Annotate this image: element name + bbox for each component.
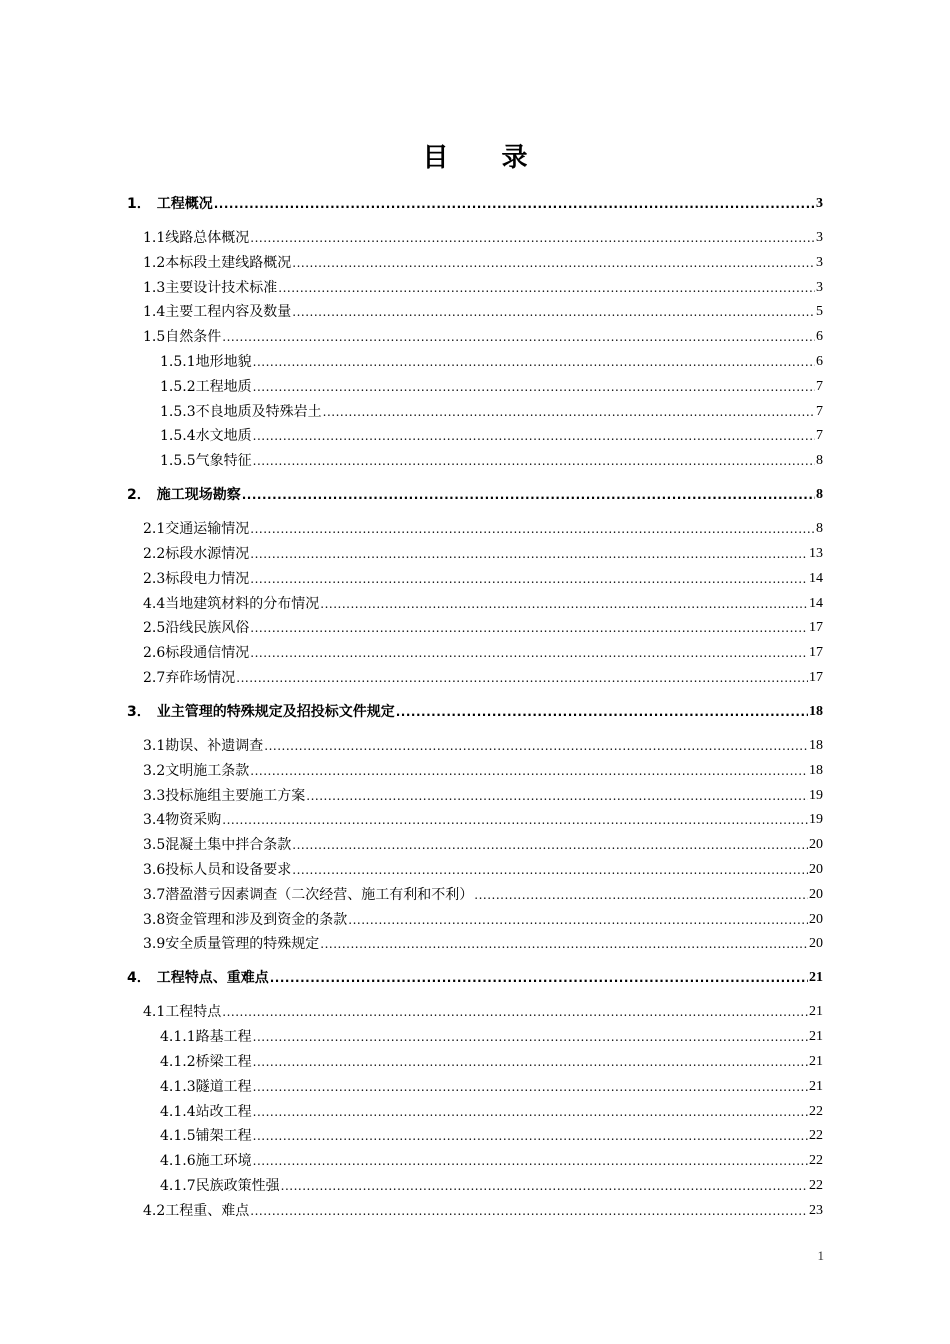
toc-entry[interactable]: [160, 1126, 823, 1146]
toc-entry-number: 4.1.5: [160, 1128, 196, 1145]
toc-entry-label: 沿线民族风俗: [165, 620, 250, 637]
toc-leader-dots: [250, 228, 815, 248]
toc-entry[interactable]: [143, 668, 823, 688]
toc-leader-dots: [278, 278, 815, 298]
toc-leader-dots: [253, 1102, 808, 1122]
toc-entry-number: 3.1: [143, 738, 166, 754]
toc-entry[interactable]: [160, 1151, 823, 1171]
toc-entry-page: 21: [809, 1054, 823, 1069]
toc-entry-label: 施工现场勘察: [156, 487, 241, 504]
toc-entry-number: 2．: [127, 487, 151, 504]
toc-entry-number: 1.5.3: [160, 403, 196, 420]
toc-entry-page: 20: [809, 837, 823, 853]
toc-entry-label: 隧道工程: [195, 1078, 252, 1095]
toc-entry-label: 投标施组主要施工方案: [165, 787, 306, 804]
toc-entry-page: 20: [809, 911, 823, 927]
toc-entry-number: 4.1.3: [160, 1078, 196, 1095]
toc-entry-page: 20: [809, 886, 823, 902]
toc-entry-page: 19: [809, 787, 823, 803]
toc-entry-label: 工程重、难点: [165, 1202, 250, 1219]
toc-entry-number: 1.5.1: [160, 354, 196, 370]
toc-title: 目 录: [422, 143, 550, 173]
toc-entry-number: 4.1.7: [160, 1178, 196, 1194]
toc-leader-dots: [222, 327, 815, 347]
toc-entry[interactable]: [143, 761, 823, 781]
toc-entry[interactable]: [160, 1176, 823, 1196]
toc-entry-page: 3: [816, 196, 823, 211]
toc-entry-page: 17: [809, 620, 823, 636]
toc-entry[interactable]: [127, 968, 823, 988]
toc-entry-label: 本标段土建线路概况: [165, 254, 292, 271]
toc-leader-dots: [253, 1126, 808, 1146]
toc-entry-number: 1.3: [143, 279, 166, 296]
toc-entry-number: 3.8: [143, 911, 166, 928]
toc-leader-dots: [214, 194, 815, 214]
toc-entry-label: 工程地质: [195, 378, 252, 395]
toc-entry-label: 勘误、补遗调查: [165, 738, 264, 754]
toc-entry-label: 民族政策性强: [195, 1178, 280, 1194]
toc-entry[interactable]: [143, 302, 823, 322]
toc-leader-dots: [396, 702, 808, 722]
toc-entry-number: 2.3: [143, 570, 166, 587]
toc-leader-dots: [253, 352, 815, 372]
toc-entry[interactable]: [160, 352, 823, 372]
toc-entry-label: 自然条件: [165, 329, 222, 346]
toc-entry-label: 工程特点、重难点: [156, 970, 269, 987]
toc-entry-label: 工程概况: [156, 196, 213, 212]
toc-leader-dots: [253, 451, 815, 471]
toc-entry[interactable]: [160, 1077, 823, 1097]
toc-entry-page: 14: [809, 570, 823, 586]
toc-leader-dots: [250, 544, 808, 564]
toc-entry-page: 20: [809, 862, 823, 877]
toc-entry-label: 不良地质及特殊岩土: [195, 403, 322, 420]
toc-entry-number: 3.4: [143, 812, 166, 829]
toc-entry[interactable]: [143, 643, 823, 663]
toc-leader-dots: [236, 668, 808, 688]
toc-entry-label: 标段电力情况: [165, 570, 250, 587]
toc-entry-number: 2.6: [143, 645, 166, 662]
toc-entry-label: 文明施工条款: [165, 762, 250, 779]
toc-entry-label: 水文地质: [195, 428, 252, 445]
toc-entry[interactable]: [143, 885, 823, 905]
toc-entry-page: 14: [809, 595, 823, 611]
toc-entry-number: 4.1.4: [160, 1103, 196, 1120]
toc-entry-number: 1.4: [143, 304, 166, 321]
toc-entry-number: 3.5: [143, 837, 166, 854]
toc-leader-dots: [320, 934, 808, 954]
toc-entry-page: 7: [816, 403, 823, 419]
toc-leader-dots: [348, 910, 808, 930]
toc-entry[interactable]: [143, 835, 823, 855]
toc-entry[interactable]: [143, 569, 823, 589]
toc-entry-page: 6: [816, 354, 823, 369]
toc-entry[interactable]: [160, 377, 823, 397]
toc-entry-page: 3: [816, 279, 823, 295]
toc-entry-label: 弃砟场情况: [165, 670, 236, 686]
toc-entry[interactable]: [143, 1002, 823, 1022]
toc-entry[interactable]: [143, 736, 823, 756]
toc-entry-page: 21: [809, 1078, 823, 1094]
toc-entry-number: 1.2: [143, 254, 166, 271]
toc-entry-number: 4.4: [143, 595, 166, 612]
toc-leader-dots: [250, 761, 808, 781]
toc-entry-label: 站改工程: [195, 1103, 252, 1120]
page-number: 1: [817, 1248, 824, 1263]
toc-entry-label: 交通运输情况: [165, 521, 250, 538]
toc-leader-dots: [264, 736, 808, 756]
toc-entry-page: 8: [816, 453, 823, 469]
toc-entry[interactable]: [143, 278, 823, 298]
toc-entry-page: 8: [816, 521, 823, 537]
toc-leader-dots: [253, 1052, 808, 1072]
toc-entry-page: 7: [816, 428, 823, 444]
toc-entry-number: 3.6: [143, 862, 166, 878]
toc-entry-number: 1.5.2: [160, 378, 196, 395]
toc-leader-dots: [250, 569, 808, 589]
toc-leader-dots: [250, 519, 815, 539]
toc-entry-label: 潜盈潜亏因素调查（二次经营、施工有利和不利）: [165, 886, 474, 903]
toc-entry-number: 2.2: [143, 546, 166, 562]
toc-entry-number: 3.3: [143, 787, 166, 804]
toc-entry-label: 桥梁工程: [195, 1054, 252, 1070]
toc-entry[interactable]: [127, 485, 823, 505]
toc-entry-page: 5: [816, 304, 823, 320]
toc-leader-dots: [222, 1002, 808, 1022]
toc-entry-number: 4.1: [143, 1004, 166, 1021]
toc-entry-page: 17: [809, 645, 823, 661]
toc-entry-label: 线路总体概况: [165, 230, 250, 246]
toc-entry-number: 3.9: [143, 936, 166, 953]
toc-entry-number: 1.5.5: [160, 453, 196, 470]
toc-entry[interactable]: [160, 1102, 823, 1122]
toc-entry[interactable]: [143, 519, 823, 539]
toc-entry[interactable]: [160, 402, 823, 422]
toc-entry[interactable]: [160, 451, 823, 471]
toc-leader-dots: [222, 810, 808, 830]
toc-leader-dots: [292, 835, 808, 855]
toc-entry[interactable]: [143, 786, 823, 806]
toc-entry-label: 工程特点: [165, 1004, 222, 1021]
toc-entry[interactable]: [143, 810, 823, 830]
toc-entry-page: 22: [809, 1128, 823, 1144]
toc-entry-label: 路基工程: [195, 1029, 252, 1046]
toc-entry-label: 铺架工程: [195, 1128, 252, 1145]
toc-entry[interactable]: [143, 618, 823, 638]
toc-entry-label: 主要工程内容及数量: [165, 304, 292, 321]
toc-entry[interactable]: [143, 910, 823, 930]
toc-leader-dots: [242, 485, 815, 505]
toc-entry[interactable]: [127, 194, 823, 214]
toc-entry-number: 3．: [127, 704, 151, 720]
toc-entry-number: 3.7: [143, 886, 166, 903]
toc-entry[interactable]: [127, 702, 823, 722]
toc-leader-dots: [253, 377, 815, 397]
toc-leader-dots: [292, 302, 815, 322]
toc-entry-label: 物资采购: [165, 812, 222, 829]
toc-entry-page: 18: [809, 762, 823, 778]
toc-entry-label: 主要设计技术标准: [165, 279, 278, 296]
toc-entry-page: 3: [816, 230, 823, 245]
toc-entry[interactable]: [143, 253, 823, 273]
toc-entry-page: 21: [809, 970, 823, 986]
toc-entry-label: 资金管理和涉及到资金的条款: [165, 911, 348, 928]
toc-entry-page: 19: [809, 812, 823, 828]
toc-entry-page: 3: [816, 254, 823, 270]
toc-entry-page: 21: [809, 1004, 823, 1020]
toc-leader-dots: [250, 1201, 808, 1221]
toc-entry-number: 1.5: [143, 329, 166, 346]
toc-entry-number: 4.1.2: [160, 1054, 196, 1070]
toc-leader-dots: [320, 594, 808, 614]
toc-leader-dots: [253, 426, 815, 446]
toc-leader-dots: [306, 786, 808, 806]
toc-leader-dots: [253, 1077, 808, 1097]
toc-entry-page: 22: [809, 1103, 823, 1119]
toc-entry-number: 3.2: [143, 762, 166, 779]
toc-leader-dots: [250, 618, 808, 638]
toc-entry-label: 标段水源情况: [165, 546, 250, 562]
toc-leader-dots: [281, 1176, 808, 1196]
toc-entry-label: 地形地貌: [195, 354, 252, 370]
toc-entry[interactable]: [160, 426, 823, 446]
toc-entry-number: 2.5: [143, 620, 166, 637]
toc-entry[interactable]: [143, 228, 823, 248]
toc-leader-dots: [323, 402, 815, 422]
toc-entry-number: 4.1.6: [160, 1153, 196, 1170]
toc-entry[interactable]: [143, 544, 823, 564]
toc-entry-label: 投标人员和设备要求: [165, 862, 292, 878]
toc-entry-page: 18: [809, 738, 823, 753]
toc-leader-dots: [253, 1151, 808, 1171]
toc-entry-label: 标段通信情况: [165, 645, 250, 662]
toc-entry[interactable]: [143, 1201, 823, 1221]
toc-leader-dots: [292, 860, 808, 880]
toc-entry-number: 1.5.4: [160, 428, 196, 445]
toc-entry-page: 18: [809, 704, 823, 719]
toc-entry-label: 当地建筑材料的分布情况: [165, 595, 320, 612]
toc-entry-page: 23: [809, 1202, 823, 1218]
toc-entry-label: 施工环境: [195, 1153, 252, 1170]
toc-entry-number: 2.7: [143, 670, 166, 686]
toc-entry-page: 6: [816, 329, 823, 345]
toc-entry-number: 4.1.1: [160, 1029, 196, 1046]
toc-entry[interactable]: [143, 594, 823, 614]
toc-entry-label: 混凝土集中拌合条款: [165, 837, 292, 854]
toc-entry-page: 21: [809, 1029, 823, 1045]
toc-entry-page: 7: [816, 378, 823, 394]
toc-entry[interactable]: [143, 934, 823, 954]
toc-entry-page: 17: [809, 670, 823, 685]
toc-entry[interactable]: [160, 1052, 823, 1072]
toc-entry[interactable]: [143, 860, 823, 880]
toc-leader-dots: [270, 968, 808, 988]
toc-leader-dots: [250, 643, 808, 663]
toc-entry-page: 8: [816, 487, 823, 503]
toc-entry-number: 4.2: [143, 1202, 166, 1219]
toc-entry-page: 22: [809, 1178, 823, 1193]
toc-entry-page: 22: [809, 1153, 823, 1169]
toc-entry-page: 20: [809, 936, 823, 952]
toc-entry[interactable]: [160, 1027, 823, 1047]
toc-leader-dots: [474, 885, 808, 905]
toc-entry-number: 1．: [127, 196, 151, 212]
toc-entry[interactable]: [143, 327, 823, 347]
toc-entry-number: 2.1: [143, 521, 166, 538]
toc-entry-label: 安全质量管理的特殊规定: [165, 936, 320, 953]
toc-leader-dots: [253, 1027, 808, 1047]
toc-entry-label: 业主管理的特殊规定及招投标文件规定: [156, 704, 395, 720]
toc-entry-label: 气象特征: [195, 453, 252, 470]
toc-entry-number: 1.1: [143, 230, 166, 246]
toc-entry-page: 13: [809, 546, 823, 561]
toc-entry-number: 4．: [127, 970, 151, 987]
toc-leader-dots: [292, 253, 815, 273]
